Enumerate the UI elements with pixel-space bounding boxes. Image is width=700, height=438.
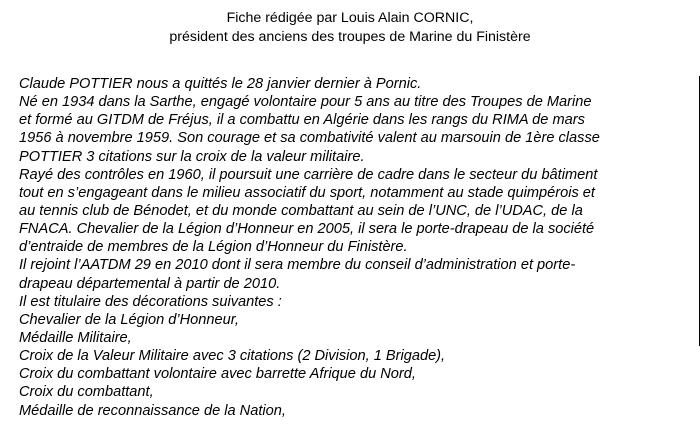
header-author-line: Fiche rédigée par Louis Alain CORNIC, — [226, 10, 474, 26]
body-line: drapeau départemental à partir de 2010. — [19, 275, 281, 292]
body-line: Rayé des contrôles en 1960, il poursuit une carrière de cadre dans le secteur du bâtiment — [19, 166, 598, 183]
document-header — [0, 9, 700, 47]
body-line: POTTIER 3 citations sur la croix de la valeur militaire. — [19, 148, 365, 165]
decoration-item: Médaille de reconnaissance de la Nation, — [19, 402, 286, 419]
body-line: Il rejoint l’AATDM 29 en 2010 dont il sera membre du conseil d’administration et porte- — [19, 257, 576, 274]
header-title-line: président des anciens des troupes de Marine du Finistère — [169, 29, 531, 45]
decoration-item: Croix du combattant volontaire avec barrette Afrique du Nord, — [19, 366, 416, 383]
body-line: d’entraide de membres de la Légion d’Honneur du Finistère. — [19, 239, 408, 256]
body-line: 1956 à novembre 1959. Son courage et sa combativité valent au marsouin de 1ère classe — [19, 130, 600, 147]
decoration-item: Croix du combattant, — [19, 384, 154, 401]
body-line: FNACA. Chevalier de la Légion d’Honneur en 2005, il sera le porte-drapeau de la société — [19, 221, 595, 238]
body-line: au tennis club de Bénodet, et du monde combattant au sein de l’UNC, de l’UDAC, de la — [19, 202, 583, 219]
decoration-item: Chevalier de la Légion d’Honneur, — [19, 311, 239, 328]
body-line: Né en 1934 dans la Sarthe, engagé volontaire pour 5 ans au titre des Troupes de Marine — [19, 94, 592, 111]
decoration-item: Croix de la Valeur Militaire avec 3 citations (2 Division, 1 Brigade), — [19, 348, 446, 365]
body-line: Il est titulaire des décorations suivantes : — [19, 293, 282, 310]
body-line: Claude POTTIER nous a quittés le 28 janvier dernier à Pornic. — [19, 76, 422, 92]
body-line: et formé au GITDM de Fréjus, il a combattu en Algérie dans les rangs du RIMA de mars — [19, 112, 585, 129]
document-body — [19, 75, 699, 420]
decoration-item: Médaille Militaire, — [19, 329, 132, 346]
body-line: tout en s’engageant dans le milieu associatif du sport, notamment au stade quimpérois et — [19, 184, 595, 201]
